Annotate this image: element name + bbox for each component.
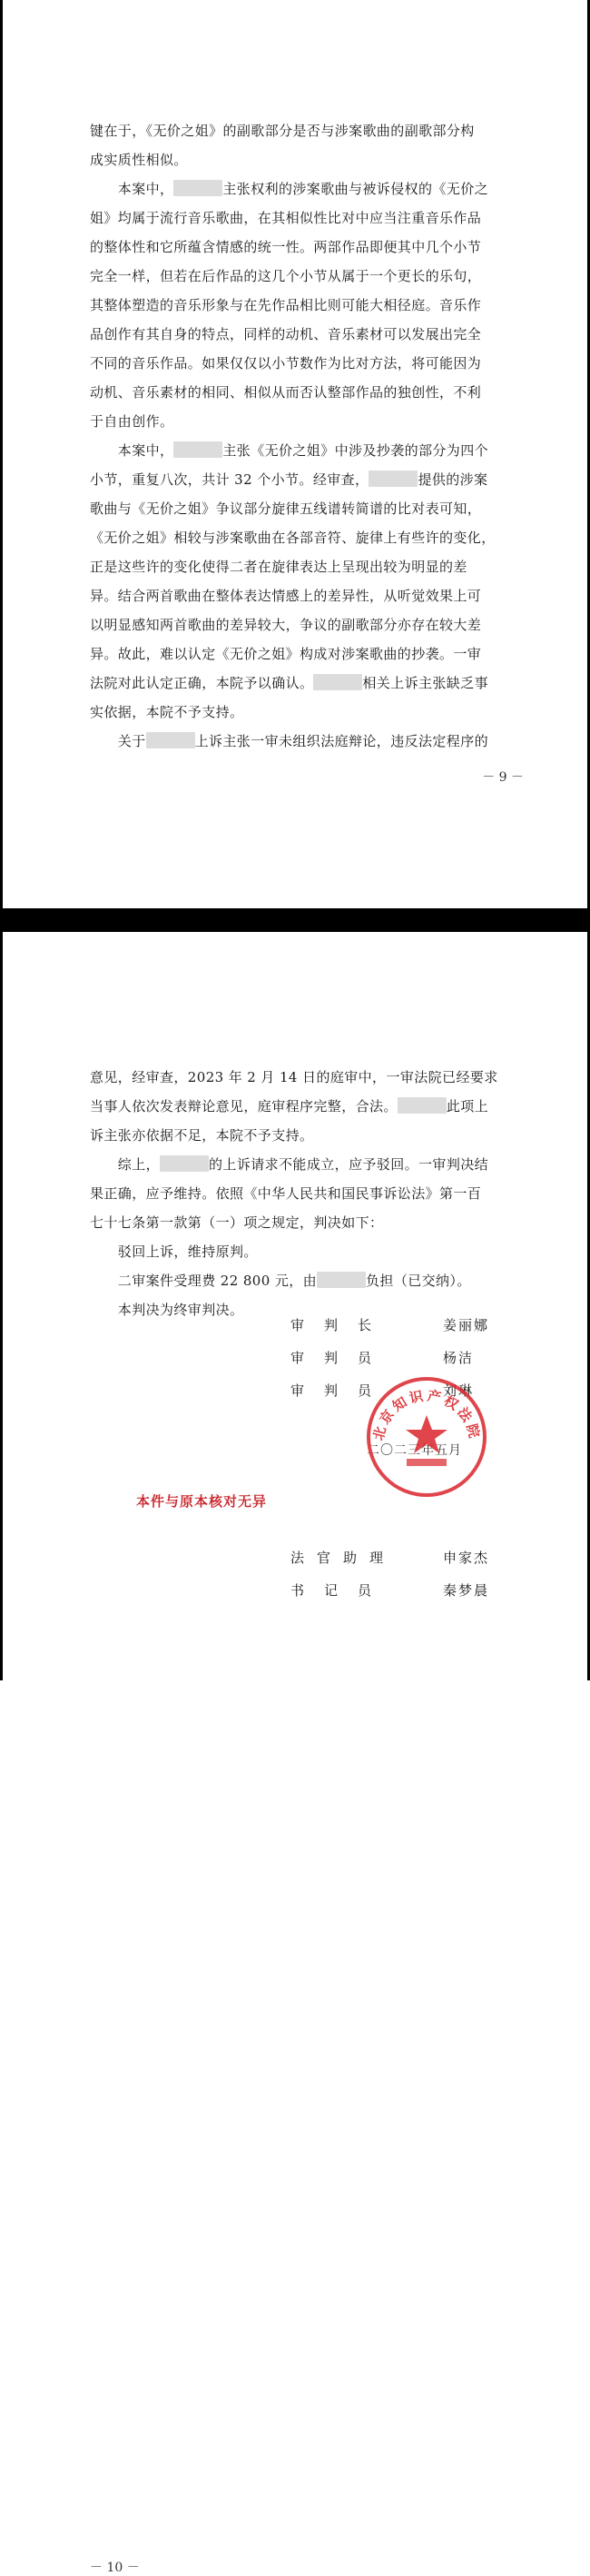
text-line: 当事人依次发表辩论意见，庭审程序完整，合法。 此项上 — [90, 1098, 489, 1115]
signature-role: 法官助理 — [290, 1550, 397, 1566]
court-seal-icon — [363, 1373, 490, 1501]
page-10-body — [90, 1063, 535, 1324]
signature-role: 审判员 — [290, 1382, 392, 1399]
text-line: 关于 上诉主张一审未组织法庭辩论，违反法定程序的 — [90, 733, 489, 749]
redacted-name — [313, 674, 362, 690]
signature-chief-judge — [290, 1312, 508, 1339]
document-page-9 — [0, 0, 590, 908]
text-line: 意见，经审查，2023 年 2 月 14 日的庭审中，一审法院已经要求 — [90, 1069, 498, 1085]
text-line: 本判决为终审判决。 — [90, 1302, 244, 1318]
text-line: 小节，重复八次，共计 32 个小节。经审查， 提供的涉案 — [90, 471, 488, 488]
redacted-name — [160, 1155, 209, 1172]
redacted-name — [146, 732, 195, 748]
text-line: 诉主张亦依据不足，本院不予支持。 — [90, 1127, 314, 1144]
text-line: 法院对此认定正确，本院予以确认。 相关上诉主张缺乏事 — [90, 675, 489, 691]
certified-copy-stamp: 本件与原本核对无异 — [136, 1493, 268, 1510]
redacted-name — [398, 1097, 447, 1114]
text-line: 驳回上诉，维持原判。 — [90, 1243, 258, 1260]
page-divider — [0, 908, 590, 932]
signature-role: 审判员 — [290, 1350, 392, 1366]
judgment-date: 二〇二三年五月 — [367, 1443, 462, 1458]
text-line: 键在于，《无价之姐》的副歌部分是否与涉案歌曲的副歌部分构 — [90, 123, 475, 139]
redacted-name — [173, 180, 222, 196]
redacted-name — [369, 471, 418, 487]
text-line: 《无价之姐》相较与涉案歌曲在各部音符、旋律上有些许的变化， — [90, 530, 496, 546]
text-line: 本案中， 主张权利的涉案歌曲与被诉侵权的《无价之 — [90, 181, 489, 197]
signature-name: 秦梦晨 — [443, 1582, 490, 1599]
redacted-name — [317, 1272, 366, 1288]
text-line: 正是这些许的变化使得二者在旋律表达上呈现出较为明显的差 — [90, 559, 467, 575]
text-line: 不同的音乐作品。如果仅仅以小节数作为比对方法，将可能因为 — [90, 355, 482, 372]
signature-role: 书记员 — [290, 1582, 392, 1599]
signature-name: 姜丽娜 — [443, 1317, 490, 1333]
signature-name: 申家杰 — [443, 1550, 490, 1566]
text-line: 完全一样，但若在后作品的这几个小节从属于一个更长的乐句， — [90, 268, 482, 284]
text-line: 以明显感知两首歌曲的差异较大，争议的副歌部分亦存在较大差 — [90, 617, 482, 633]
signature-clerk — [290, 1577, 508, 1604]
text-line: 本案中， 主张《无价之姐》中涉及抄袭的部分为四个 — [90, 442, 489, 459]
text-line: 果正确，应予维持。依照《中华人民共和国民事诉讼法》第一百 — [90, 1185, 482, 1202]
text-line: 歌曲与《无价之姐》争议部分旋律五线谱转简谱的比对表可知， — [90, 500, 482, 517]
text-line: 品创作有其自身的特点，同样的动机、音乐素材可以发展出完全 — [90, 326, 482, 342]
signature-name: 杨洁 — [443, 1350, 475, 1366]
page-number: － 10 － — [90, 2561, 140, 2575]
text-line: 七十七条第一款第（一）项之规定，判决如下： — [90, 1214, 384, 1231]
text-line: 综上， 的上诉请求不能成立，应予驳回。一审判决结 — [90, 1156, 489, 1173]
text-line: 异。故此，难以认定《无价之姐》构成对涉案歌曲的抄袭。一审 — [90, 646, 482, 662]
text-line: 实依据，本院不予支持。 — [90, 704, 244, 720]
text-line: 成实质性相似。 — [90, 152, 188, 168]
text-line: 异。结合两首歌曲在整体表达情感上的差异性，从听觉效果上可 — [90, 588, 482, 604]
signature-assistant — [290, 1544, 508, 1571]
text-line: 的整体性和它所蕴含情感的统一性。两部作品即便其中几个小节 — [90, 239, 482, 255]
redacted-name — [173, 441, 222, 458]
text-line: 二审案件受理费 22 800 元，由 负担（已交纳）。 — [90, 1273, 471, 1289]
page-9-body — [90, 116, 535, 756]
svg-text:北京知识产权法院: 北京知识产权法院 — [369, 1387, 484, 1442]
signature-judge-1 — [290, 1344, 508, 1372]
text-line: 动机、音乐素材的相同、相似从而否认整部作品的独创性，不利 — [90, 384, 482, 401]
signature-name: 刘琳 — [443, 1382, 475, 1399]
signature-role: 审判长 — [290, 1317, 392, 1333]
text-line: 姐》均属于流行音乐歌曲，在其相似性比对中应当注重音乐作品 — [90, 210, 482, 226]
text-line: 于自由创作。 — [90, 413, 174, 430]
signature-row — [293, 2204, 511, 2231]
page-number: － 9 － — [482, 770, 524, 785]
text-line: 其整体塑造的音乐形象与在先作品相比则可能大相径庭。音乐作 — [90, 297, 482, 313]
